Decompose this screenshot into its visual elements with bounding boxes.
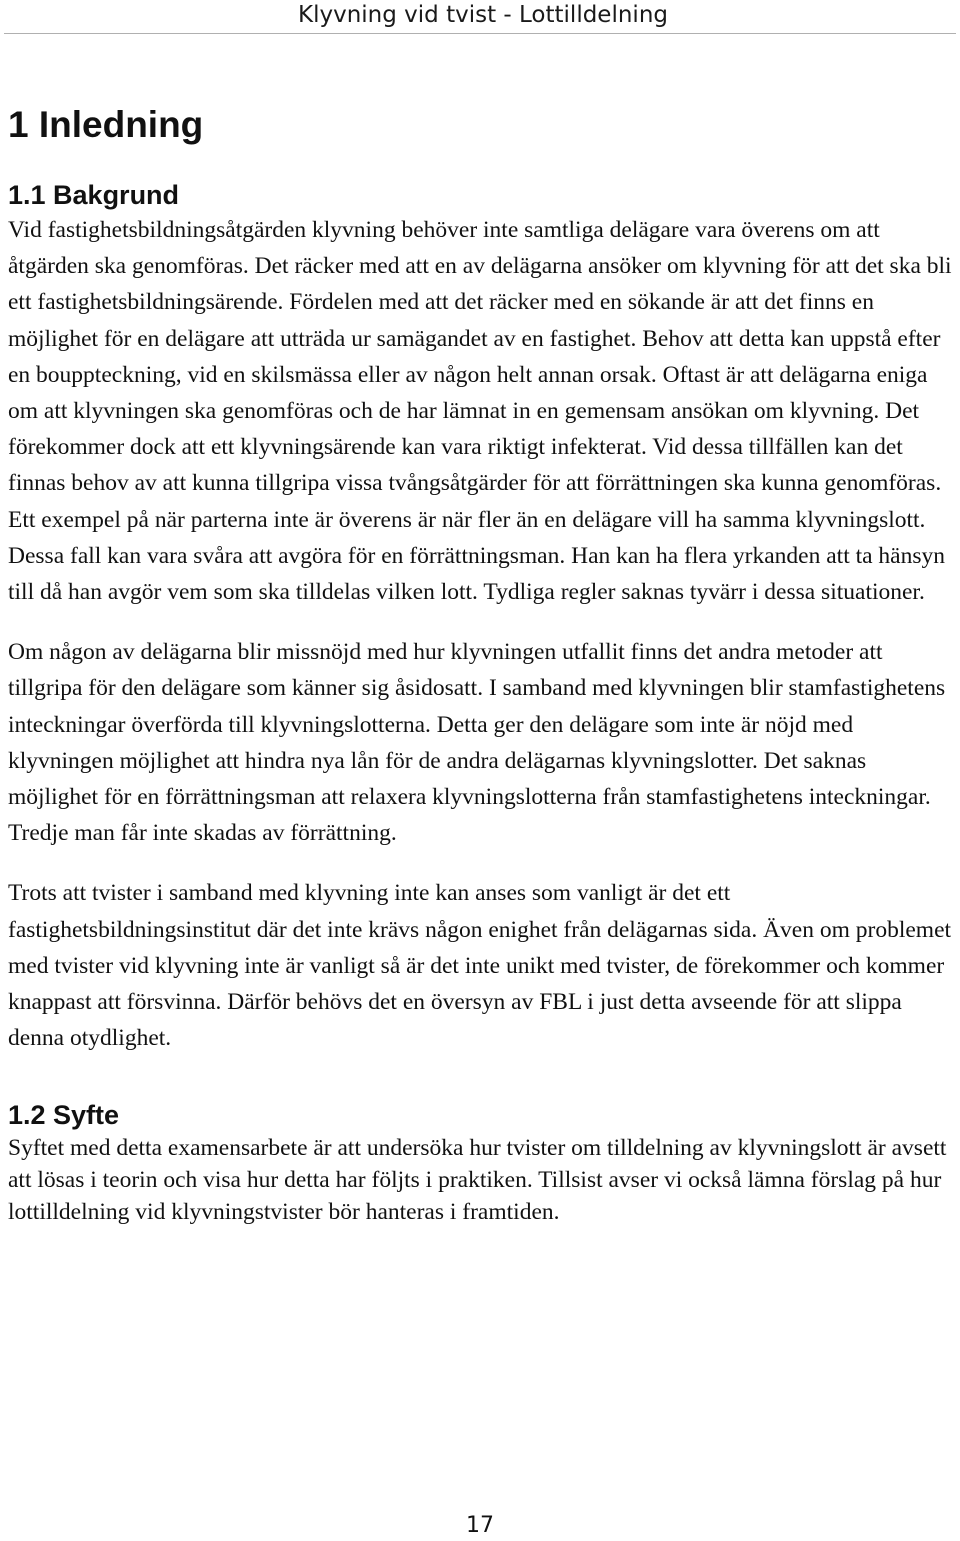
paragraph-bakgrund-2: Om någon av delägarna blir missnöjd med hur klyvningen utfallit finns det andra metoder att tillgripa för den delägare som känner sig åsidosatt. I samband med klyvningen blir stamfastighetens inteckningar överförda till klyvningslotterna. Detta ger den delägare som inte är nöjd med klyvningen möjlighet att hindra nya lån för de andra delägarnas klyvningslotter. Det saknas möjlighet för en förrättningsman att relaxera klyvningslotterna från stamfastighetens inteckningar. Tredje man får inte skadas av förrättning. — [8, 639, 946, 847]
paragraph-syfte-1: Syftet med detta examensarbete är att undersöka hur tvister om tilldelning av klyvningslott är avsett att lösas i teorin och visa hur detta har följts i praktiken. Tillsist avser vi också lämna förslag på hur lottilldelning vid klyvningstvister bör hanteras i framtiden. — [8, 1135, 947, 1226]
section-title-syfte: 1.2 Syfte — [8, 1100, 120, 1131]
page-number: 17 — [466, 1513, 494, 1538]
running-header: Klyvning vid tvist - Lottilldelning — [298, 2, 668, 28]
paragraph-bakgrund-1: Vid fastighetsbildningsåtgärden klyvning behöver inte samtliga delägare vara överens om att åtgärden ska genomföras. Det räcker med att en av delägarna ansöker om klyvning för att det ska bli ett fastighetsbildningsärende. Fördelen med att det räcker med en sökande är att det finns en möjlighet för en delägare att utträda ur samägandet av en fastighet. Behov att detta kan uppstå efter en bouppteckning, vid en skilsmässa eller av någon helt annan orsak. Oftast är att delägarna eniga om att klyvningen ska genomföras och de har lämnat in en gemensam ansökan om klyvning. Det förekommer dock att ett klyvningsärende kan vara riktigt infekterat. Vid dessa tillfällen kan det finnas behov av att kunna tillgripa vissa tvångsåtgärder för att förrättningen ska kunna genomföras. Ett exempel på när parterna inte är överens är när fler än en delägare vill ha samma klyvningslott. Dessa fall kan vara svåra att avgöra för en förrättningsman. Han kan ha flera yrkanden att ta hänsyn till då han avgör vem som ska tilldelas vilken lott. Tydliga regler saknas tyvärr i dessa situationer. — [8, 217, 952, 606]
header-divider — [4, 33, 956, 34]
section-title-bakgrund: 1.1 Bakgrund — [8, 180, 180, 210]
document-body — [8, 100, 956, 1228]
paragraph-bakgrund-3: Trots att tvister i samband med klyvning inte kan anses som vanligt är det ett fastighetsbildningsinstitut där det inte krävs någon enighet från delägarnas sida. Även om problemet med tvister vid klyvning inte är vanligt så är det inte unikt med tvister, de förekommer och kommer knappast att försvinna. Därför behövs det en översyn av FBL i just detta avseende för att slippa denna otydlighet. — [8, 880, 952, 1052]
chapter-title: 1 Inledning — [8, 104, 204, 145]
